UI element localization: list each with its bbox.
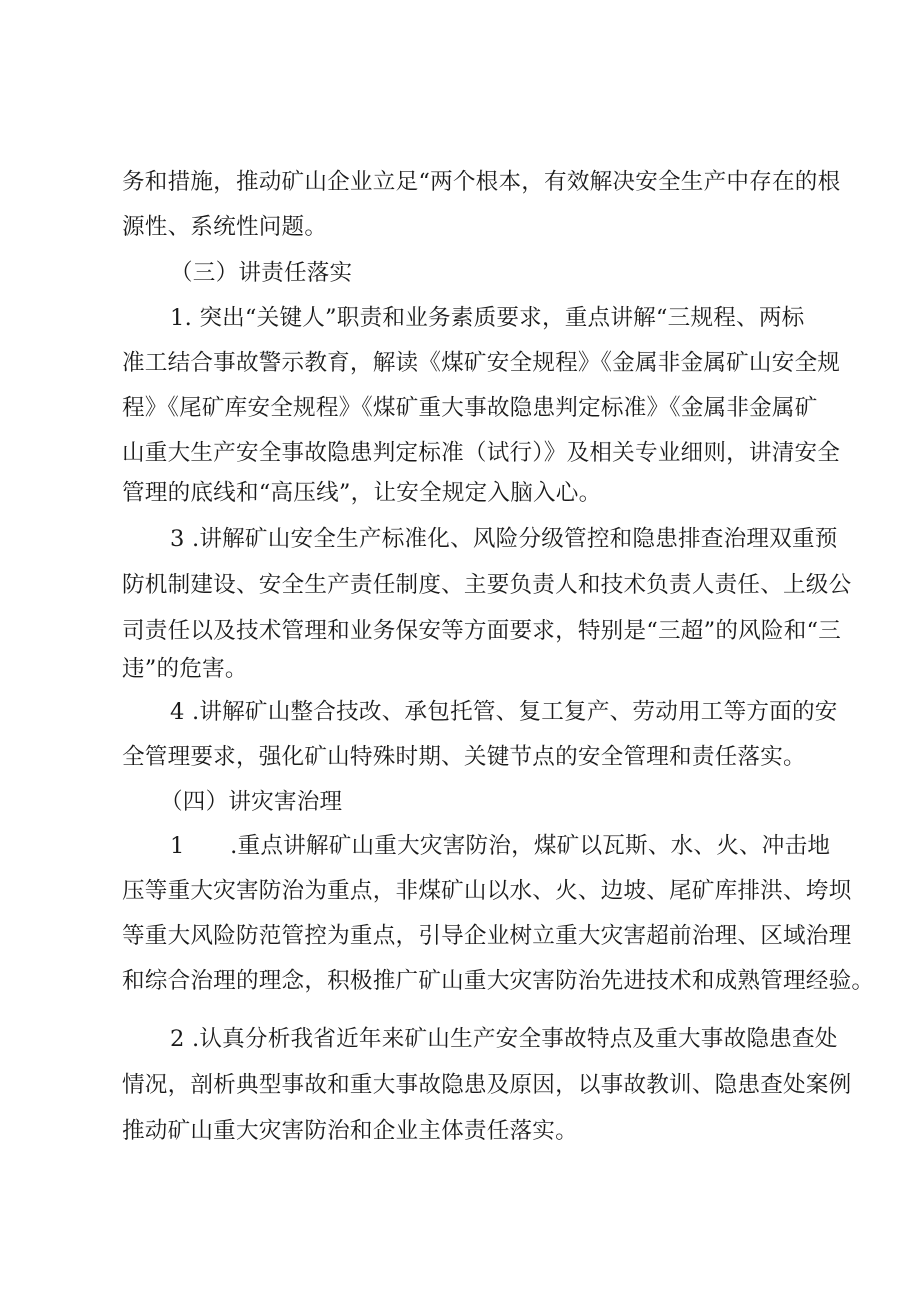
body-text-line: 全管理要求，强化矿山特殊时期、关键节点的安全管理和责任落实。 (122, 744, 806, 770)
body-text-line: 违”的危害。 (122, 656, 248, 682)
body-text-line: 等重大风险防范管控为重点，引导企业树立重大灾害超前治理、区域治理 (122, 923, 852, 949)
body-text-line: 防机制建设、安全生产责任制度、主要负责人和技术负责人责任、上级公 (122, 572, 852, 598)
body-text-line: 压等重大灾害防治为重点，非煤矿山以水、火、边坡、尾矿库排洪、垮坝 (122, 878, 852, 904)
list-item-1-start: 1 .重点讲解矿山重大灾害防治，煤矿以瓦斯、水、火、冲击地 (170, 833, 831, 859)
body-text-line: 务和措施，推动矿山企业立足“两个根本，有效解决安全生产中存在的根 (122, 169, 841, 195)
list-item-3-start: 3 .讲解矿山安全生产标准化、风险分级管控和隐患排查治理双重预 (170, 526, 838, 552)
body-text-line: 推动矿山重大灾害防治和企业主体责任落实。 (122, 1118, 578, 1144)
body-text-line: 程》《尾矿库安全规程》《煤矿重大事故隐患判定标准》《金属非金属矿 (122, 395, 818, 421)
body-text-line: 和综合治理的理念，积极推广矿山重大灾害防治先进技术和成熟管理经验。 (122, 968, 875, 994)
body-text-line: 管理的底线和“高压线”，让安全规定入脑入心。 (122, 480, 602, 506)
body-text-line: 情况，剖析典型事故和重大事故隐患及原因，以事故教训、隐患查处案例 (122, 1072, 852, 1098)
body-text-line: 源性、系统性问题。 (122, 214, 328, 240)
section-heading-disaster: （四）讲灾害治理 (160, 789, 343, 815)
body-text-line: 司责任以及技术管理和业务保安等方面要求，特别是“三超”的风险和“三 (122, 618, 842, 644)
list-item-2-start: 2 .认真分析我省近年来矿山生产安全事故特点及重大事故隐患查处 (170, 1026, 838, 1052)
list-item-4-start: 4 .讲解矿山整合技改、承包托管、复工复产、劳动用工等方面的安 (170, 699, 838, 725)
body-text-line: 准工结合事故警示教育，解读《煤矿安全规程》《金属非金属矿山安全规 (122, 350, 841, 376)
list-item-1-start: 1. 突出“关键人”职责和业务素质要求，重点讲解“三规程、两标 (170, 305, 805, 331)
body-text-line: 山重大生产安全事故隐患判定标准（试行）》及相关专业细则，讲清安全 (122, 440, 841, 466)
section-heading-responsibility: （三）讲责任落实 (170, 260, 353, 286)
